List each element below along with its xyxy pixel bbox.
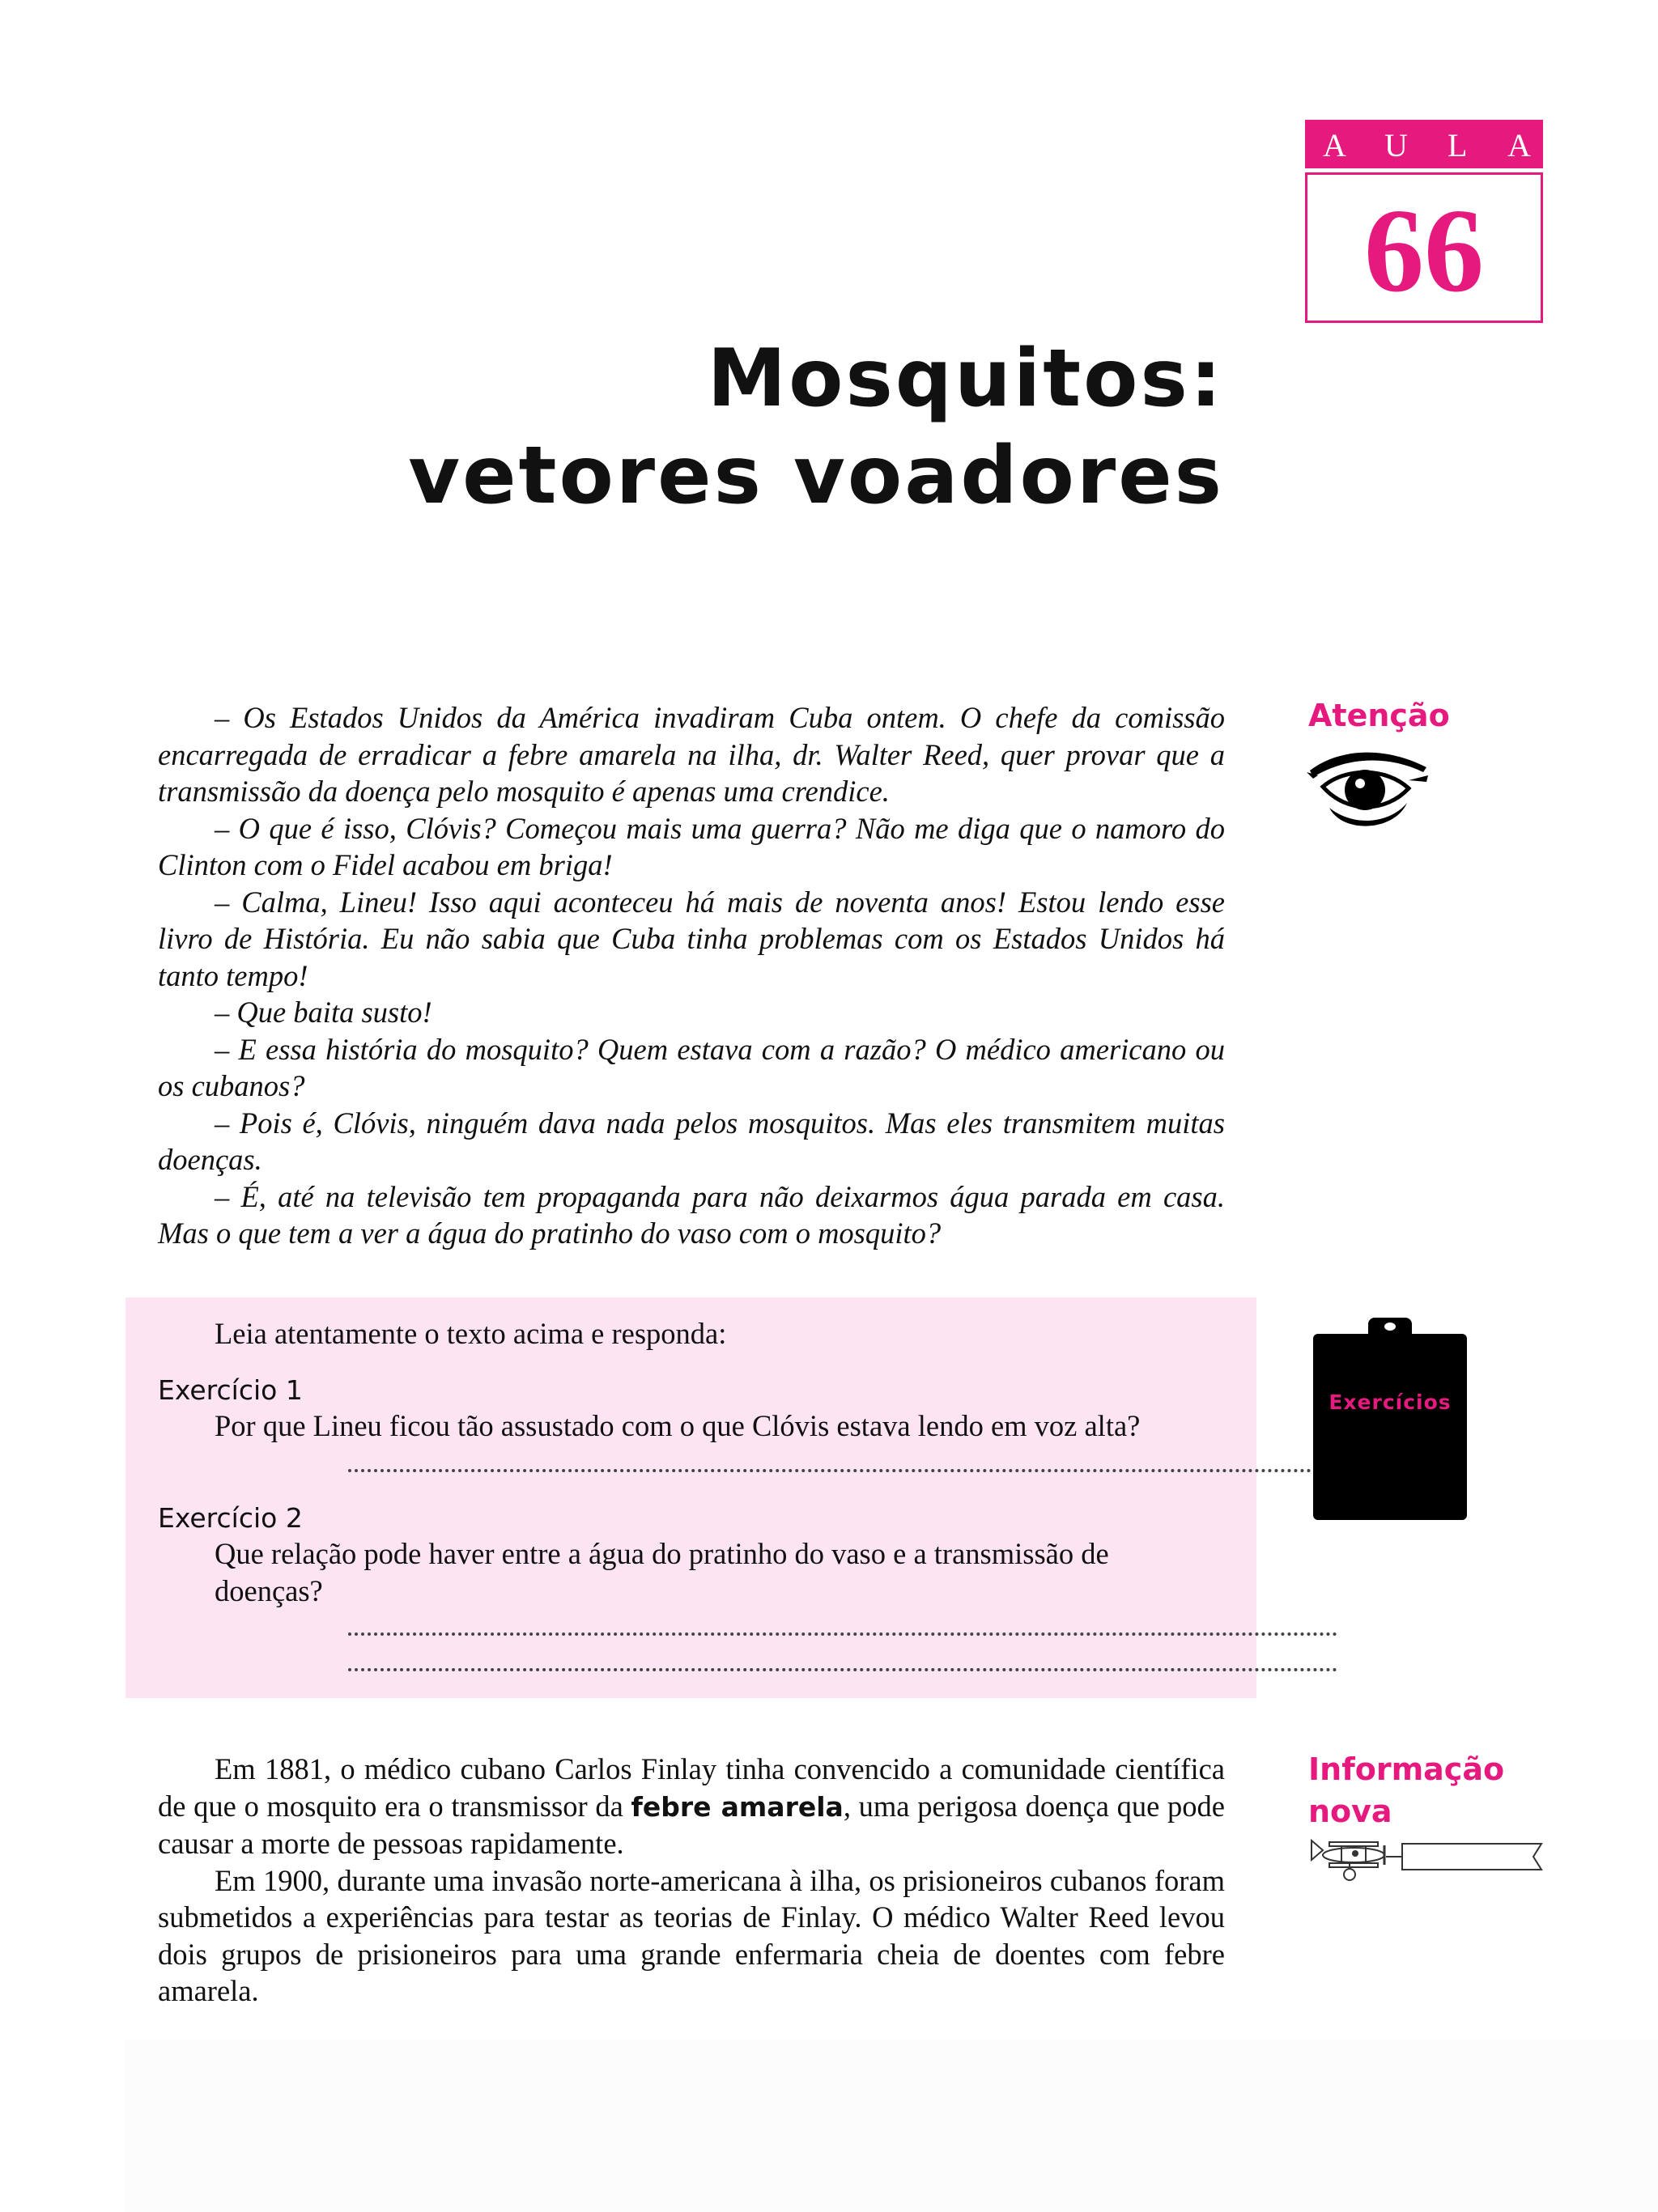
airplane-banner-icon [1305,1828,1548,1886]
febre-amarela-bold: febre amarela [631,1790,844,1823]
aula-number-box [1305,172,1543,323]
answer-line[interactable] [348,1632,1337,1636]
dialogue-line: – E essa história do mosquito? Quem estava com a razão? O médico americano ou os cubanos? [158,1032,1225,1102]
answer-line[interactable] [348,1469,1337,1472]
dialogue-line: – Calma, Lineu! Isso aqui aconteceu há mais de noventa anos! Estou lendo esse livro de História. Eu não sabia que Cuba tinha problemas com os Estados Unidos há tanto tempo! [158,885,1225,992]
info-text [158,1751,1225,2010]
page-bottom-area [125,2040,1658,2212]
exercise-1-title: Exercício 1 [158,1374,303,1406]
title-line-2: vetores voadores [408,430,1224,522]
exercise-1-question: Por que Lineu ficou tão assustado com o que Clóvis estava lendo em voz alta? [215,1409,1141,1442]
info-p1-text: Em 1881, o médico cubano Carlos Finlay tinha convencido a comunidade científica de que o mosquito era o transmissor da [158,1752,1225,1823]
exercise-2-question-line-2: doenças? [215,1574,323,1607]
exercise-intro: Leia atentamente o texto acima e responda: [215,1317,727,1350]
exercise-section [125,1297,1256,1698]
aula-letter: A [1323,127,1346,163]
dialogue-line: – Os Estados Unidos da América invadiram Cuba ontem. O chefe da comissão encarregada de erradicar a febre amarela na ilha, dr. Walter Reed, quer provar que a transmissão da doença pelo mosquito é apenas uma crendice. [158,701,1225,808]
dialogue-line: – Que baita susto! [215,996,432,1029]
info-p1-text-end: , uma perigosa doença que pode causar a morte de pessoas rapidamente. [158,1789,1225,1860]
aula-letter: L [1448,127,1468,163]
lesson-number: 66 [1364,185,1484,317]
info-paragraph-2: Em 1900, durante uma invasão norte-americana à ilha, os prisioneiros cubanos foram submetidos a experiências para testar as teorias de Finlay. O médico Walter Reed levou dois grupos de prisioneiros para uma grande enfermaria cheia de doentes com febre amarela. [158,1863,1225,2007]
exercise-2-question-line-1: Que relação pode haver entre a água do pratinho do vaso e a transmissão de [215,1537,1109,1570]
aula-letter: A [1507,127,1531,163]
dialogue-text [158,699,1225,1252]
dialogue-line: – O que é isso, Clóvis? Começou mais uma guerra? Não me diga que o namoro do Clinton com o Fidel acabou em briga! [158,811,1225,881]
atencao-label: Atenção [1308,698,1450,733]
title-line-1: Mosquitos: [707,333,1224,425]
aula-label-bar [1305,120,1543,168]
answer-line[interactable] [348,1668,1337,1671]
dialogue-line: – Pois é, Clóvis, ninguém dava nada pelos mosquitos. Mas eles transmitem muitas doenças. [158,1106,1225,1176]
exercise-2-title: Exercício 2 [158,1502,303,1534]
eye-icon [1305,743,1431,834]
clipboard-icon [1313,1334,1467,1520]
exercicios-label: Exercícios [1329,1390,1452,1414]
page-title [408,330,1224,524]
clipboard-clip-hole [1384,1323,1396,1331]
info-paragraph-1 [158,1751,1225,1862]
informacao-label-line-2: nova [1308,1794,1392,1829]
dialogue-line: – É, até na televisão tem propaganda para não deixarmos água parada em casa. Mas o que tem a ver a água do pratinho do vaso com o mosquito? [158,1179,1225,1250]
aula-letter: U [1384,127,1408,163]
informacao-label-line-1: Informação [1308,1751,1505,1787]
